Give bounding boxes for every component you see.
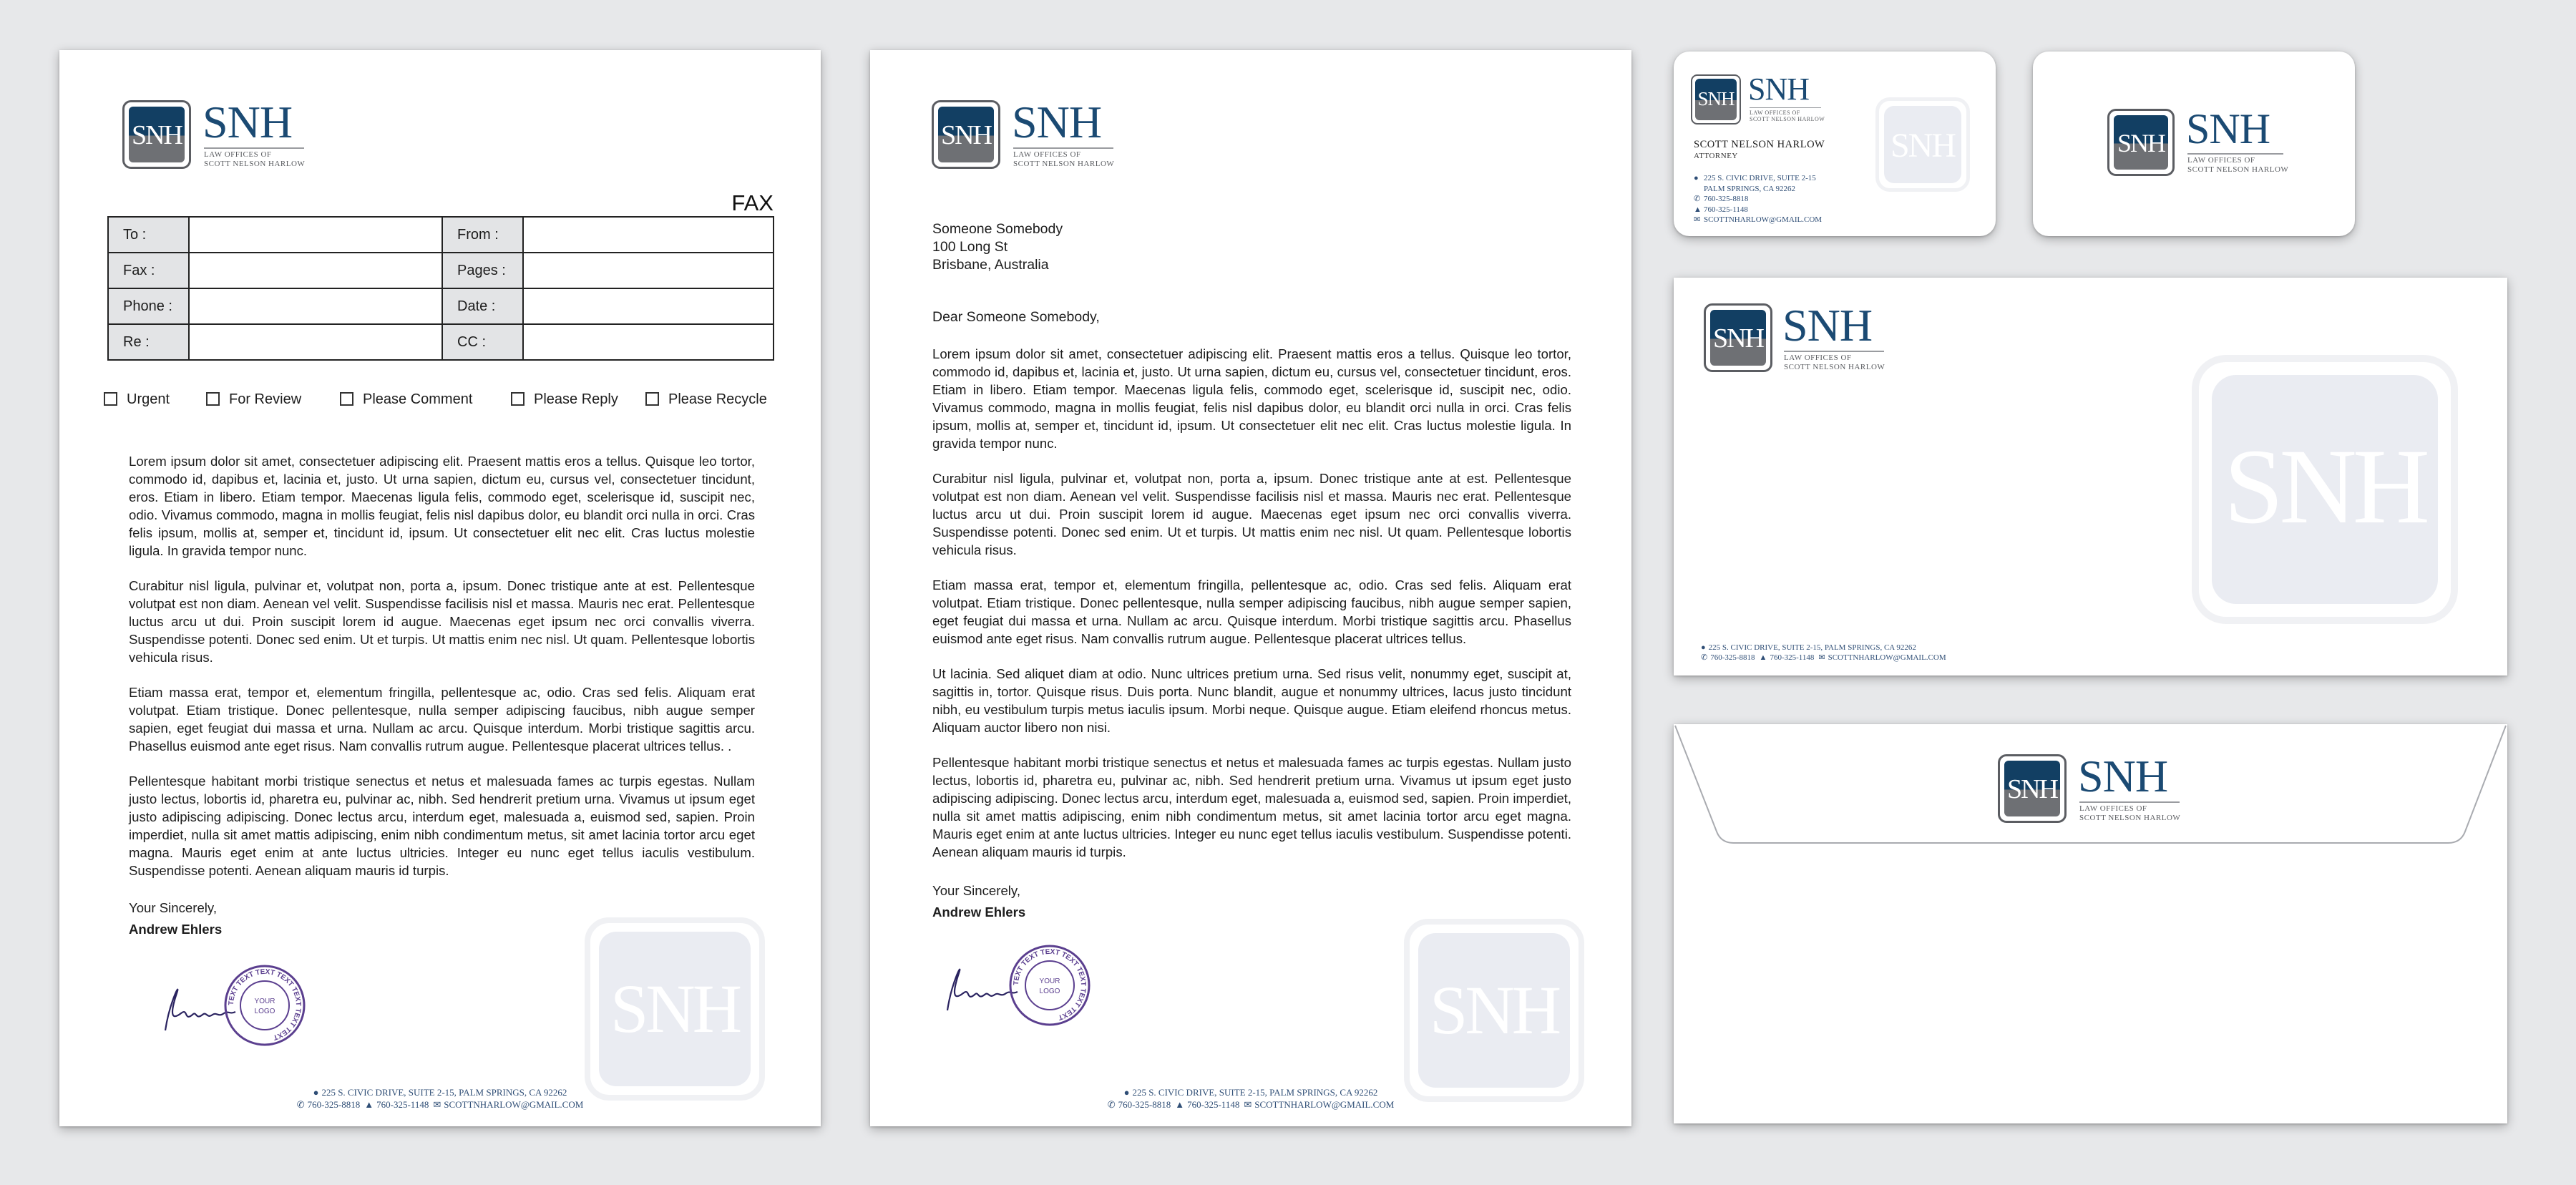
phone-icon: ✆ <box>1701 653 1708 662</box>
logo-wordmark: SNH <box>1748 72 1810 107</box>
checkbox-urgent[interactable] <box>104 391 170 408</box>
svg-text:YOUR: YOUR <box>254 998 275 1005</box>
fax-label-re: Re : <box>108 324 189 360</box>
watermark-text: SNH <box>1429 972 1559 1048</box>
fax-checkbox-row <box>104 391 791 413</box>
checkbox-label: Urgent <box>127 391 170 407</box>
watermark-logo <box>1404 919 1584 1102</box>
fax-signoff <box>129 897 222 940</box>
footer-fax: 760-325-1148 <box>376 1099 429 1110</box>
card-address-2: PALM SPRINGS, CA 92262 <box>1704 184 1795 193</box>
envelope-front <box>1674 278 2507 676</box>
logo-emblem <box>1998 754 2067 823</box>
location-icon: ● <box>1701 643 1706 652</box>
fax-cc-field[interactable] <box>523 324 774 360</box>
salutation: Dear Someone Somebody, <box>932 309 1100 325</box>
envelope-fax: 760-325-1148 <box>1770 653 1815 662</box>
business-card-front <box>1674 52 1996 236</box>
fax-paragraph: Pellentesque habitant morbi tristique senectus et netus et malesuada fames ac turpis egestas. Nullam justo lectus, lobortis id, pharetra eu, pulvinar ac, nibh. Sed hendrerit pretium urna. Vivamus ut ipsum eget justo adipiscing adipiscing. Donec lectus arcu, interdum eget, malesuada a, euismod sed, sapien. Proin imperdiet, nulla sit amet mattis adipiscing, enim nibh condimentum metus, sit amet lacinia tortor arcu eget magna. Mauris eget enim at ante luctus ultricies. Integer eu nunc eget tellus iaculis vestibulum. Suspendisse potenti. Aenean aliquam mauris id turpis. <box>129 774 755 878</box>
fax-re-field[interactable] <box>189 324 442 360</box>
logo-wordmark: SNH <box>1782 300 1873 351</box>
logo-subtitle-1: LAW OFFICES OF <box>1750 109 1800 116</box>
fax-icon: ▲ <box>364 1099 374 1110</box>
fax-footer-contact <box>59 1086 821 1111</box>
fax-pages-field[interactable] <box>523 253 774 288</box>
letter-paragraph: Etiam massa erat, tempor et, elementum fringilla, pellentesque ac, odio. Cras sed felis. Aliquam erat volutpat. Etiam tristique. Donec pellentesque, nulla semper adipiscing faucibus, nibh augue semper sapien, eget feugiat dui massa et urna. Nullam ac arcu. Quisque interdum. Morbi tristique sagittis arcu. Phasellus euismod ante eget risus. Nam convallis rutrum augue. Pellentesque placerat ultrices tellus. <box>932 577 1571 646</box>
closing-text: Your Sincerely, <box>932 883 1020 898</box>
fax-paragraph: Lorem ipsum dolor sit amet, consectetuer adipiscing elit. Praesent mattis eros a tellus. Quisque leo tortor, commodo id, dapibus et, lacinia et, justo. Ut urna sapien, dictum eu, cursus vel, consectetuer tincidunt, eros. Etiam in libero. Etiam tempor. Maecenas ligula felis, commodo eget, scelerisque id, suscipit nec, odio. Vivamus commodo, magna in mollis feugiat, felis nisl dapibus dolor, eu blandit orci nulla in orci. Cras felis ipsum, mollis at, semper et, tincidunt id, ipsum. Ut consectetuer elit nec elit. Cras luctus molestie ligula. In gravida tempor nunc. <box>129 454 755 558</box>
company-stamp <box>1008 943 1092 1028</box>
fax-icon: ▲ <box>1694 205 1702 214</box>
logo-wordmark: SNH <box>203 97 293 147</box>
checkbox-label: Please Reply <box>534 391 618 407</box>
checkbox-please-recycle[interactable] <box>645 391 767 408</box>
fax-sheet <box>59 50 821 1126</box>
envelope-back <box>1674 724 2507 1123</box>
logo-emblem <box>932 100 1000 169</box>
fax-label-fax: Fax : <box>108 253 189 288</box>
logo-subtitle-2: SCOTT NELSON HARLOW <box>204 160 306 168</box>
email-icon: ✉ <box>1818 653 1825 662</box>
checkbox-box[interactable] <box>104 392 117 406</box>
company-stamp <box>223 963 307 1048</box>
phone-icon: ✆ <box>1694 195 1701 203</box>
envelope-phone: 760-325-8818 <box>1710 653 1755 662</box>
fax-body <box>129 452 755 897</box>
fax-title: FAX <box>731 190 774 215</box>
email-icon: ✉ <box>433 1099 441 1110</box>
fax-icon: ▲ <box>1759 653 1767 662</box>
card-phone: 760-325-8818 <box>1704 195 1749 203</box>
letter-footer-contact <box>870 1086 1631 1111</box>
logo-subtitle-2: SCOTT NELSON HARLOW <box>1750 116 1825 122</box>
logo-wordmark: SNH <box>2078 751 2168 801</box>
logo-rule <box>2079 801 2180 803</box>
footer-address: 225 S. CIVIC DRIVE, SUITE 2-15, PALM SPRINGS, CA 92262 <box>1132 1087 1378 1098</box>
fax-label-from: From : <box>442 217 523 253</box>
email-icon: ✉ <box>1244 1099 1252 1110</box>
footer-email: SCOTTNHARLOW@GMAIL.COM <box>1254 1099 1395 1110</box>
fax-from-field[interactable] <box>523 217 774 253</box>
watermark-text: SNH <box>1890 127 1956 165</box>
letter-body <box>932 345 1571 878</box>
watermark-logo <box>1875 97 1970 192</box>
phone-icon: ✆ <box>296 1099 305 1110</box>
logo-subtitle-1: LAW OFFICES OF <box>1784 353 1852 362</box>
logo-emblem <box>122 100 191 169</box>
logo-subtitle-2: SCOTT NELSON HARLOW <box>2187 165 2289 174</box>
recipient-address <box>932 220 1063 274</box>
logo-emblem <box>1704 303 1772 372</box>
footer-address: 225 S. CIVIC DRIVE, SUITE 2-15, PALM SPRINGS, CA 92262 <box>321 1087 567 1098</box>
location-icon: ● <box>313 1087 319 1098</box>
card-person-name: SCOTT NELSON HARLOW <box>1694 139 1825 150</box>
checkbox-please-comment[interactable] <box>340 391 472 408</box>
logo-rule <box>1750 107 1821 108</box>
svg-text:YOUR: YOUR <box>1039 977 1060 985</box>
logo-rule <box>1784 351 1884 352</box>
logo-emblem-text: SNH <box>2006 774 2058 804</box>
watermark-text: SNH <box>610 970 740 1047</box>
watermark-logo <box>2192 355 2458 624</box>
letter-signoff <box>932 880 1025 923</box>
fax-fax-field[interactable] <box>189 253 442 288</box>
logo-rule <box>204 147 304 149</box>
logo-wordmark: SNH <box>1012 97 1102 147</box>
logo-subtitle-2: SCOTT NELSON HARLOW <box>1784 363 1885 371</box>
fax-paragraph: Curabitur nisl ligula, pulvinar et, volutpat non, porta a, ipsum. Donec tristique ante at est. Pellentesque volutpat est non diam. Aenean vel velit. Suspendisse facilisis nisl et massa. Mauris nec erat. Pellentesque luctus arcu ut dui. Proin suscipit lorem id augue. Maecenas eget ipsum nec orci convallis viverra. Suspendisse potenti. Donec sed enim. Ut et turpis. Ut mattis enim nec nisl. Ut quam. Pellentesque lobortis vehicula risus. <box>129 578 755 665</box>
fax-label-phone: Phone : <box>108 288 189 324</box>
fax-label-pages: Pages : <box>442 253 523 288</box>
checkbox-box[interactable] <box>206 392 220 406</box>
logo-emblem-text: SNH <box>1712 323 1764 353</box>
closing-text: Your Sincerely, <box>129 900 217 915</box>
card-person-title: ATTORNEY <box>1694 152 1738 160</box>
recipient-street: 100 Long St <box>932 239 1008 255</box>
fax-to-field[interactable] <box>189 217 442 253</box>
signer-name: Andrew Ehlers <box>129 922 223 937</box>
envelope-address: 225 S. CIVIC DRIVE, SUITE 2-15, PALM SPRINGS, CA 92262 <box>1708 643 1916 652</box>
recipient-city: Brisbane, Australia <box>932 257 1049 273</box>
checkbox-label: Please Recycle <box>668 391 767 407</box>
logo-subtitle-1: LAW OFFICES OF <box>2187 156 2255 165</box>
logo-emblem-text: SNH <box>940 120 992 150</box>
logo-subtitle-1: LAW OFFICES OF <box>2079 804 2147 813</box>
envelope-contact <box>1701 643 1946 663</box>
fax-label-cc: CC : <box>442 324 523 360</box>
logo-emblem-text: SNH <box>1697 88 1735 109</box>
svg-text:LOGO: LOGO <box>1039 987 1060 995</box>
letterhead-sheet <box>870 50 1631 1126</box>
letter-paragraph: Lorem ipsum dolor sit amet, consectetuer adipiscing elit. Praesent mattis eros a tellus. Quisque leo tortor, commodo id, dapibus et, lacinia et, justo. Ut urna sapien, dictum eu, cursus vel, consectetuer tincidunt, eros. Etiam in libero. Etiam tempor. Maecenas ligula felis, commodo eget, scelerisque id, suscipit nec, odio. Vivamus commodo, magna in mollis feugiat, felis nisl dapibus dolor, eu blandit orci nulla in orci. Cras felis ipsum, mollis at, semper et, tincidunt id, ipsum. Ut consectetuer elit nec elit. Cras luctus molestie ligula. In gravida tempor nunc. <box>932 346 1571 451</box>
footer-phone: 760-325-8818 <box>1118 1099 1171 1110</box>
logo-subtitle-2: SCOTT NELSON HARLOW <box>2079 814 2181 822</box>
letter-paragraph: Ut lacinia. Sed aliquet diam at odio. Nunc ultrices pretium urna. Sed risus velit, nonummy eget, suscipit at, sagittis in, tortor. Quisque risus. Duis porta. Nunc blandit, augue et nonummy ultrices, lacus justo tincidunt nibh, eu vestibulum turpis metus iaculis ipsum. Morbi neque. Quisque augue. Etiam eleifend rhoncus metus. Aliquam auctor libero non nisi. <box>932 666 1571 735</box>
card-fax: 760-325-1148 <box>1704 205 1748 214</box>
footer-fax: 760-325-1148 <box>1187 1099 1240 1110</box>
checkbox-box[interactable] <box>511 392 525 406</box>
logo-rule <box>2187 153 2283 155</box>
location-icon: ● <box>1123 1087 1130 1098</box>
logo-emblem <box>1691 74 1741 125</box>
fax-date-field[interactable] <box>523 288 774 324</box>
letter-paragraph: Curabitur nisl ligula, pulvinar et, volutpat non, porta a, ipsum. Donec tristique ante at est. Pellentesque volutpat est non diam. Aenean vel velit. Suspendisse facilisis nisl et massa. Mauris nec erat. Pellentesque luctus arcu ut dui. Proin suscipit lorem id augue. Maecenas eget ipsum nec orci convallis viverra. Suspendisse potenti. Donec sed enim. Ut et turpis. Ut mattis enim nec nisl. Ut quam. Pellentesque lobortis vehicula risus. <box>932 471 1571 557</box>
fax-icon: ▲ <box>1175 1099 1185 1110</box>
fax-phone-field[interactable] <box>189 288 442 324</box>
svg-text:LOGO: LOGO <box>254 1008 275 1015</box>
svg-text:TEXT TEXT TEXT TEXT TEXT TEXT: TEXT TEXT TEXT TEXT TEXT TEXT TEXT <box>227 967 303 1042</box>
checkbox-box[interactable] <box>645 392 659 406</box>
svg-text:TEXT TEXT TEXT TEXT TEXT TEXT: TEXT TEXT TEXT TEXT TEXT TEXT TEXT <box>1012 947 1088 1022</box>
footer-email: SCOTTNHARLOW@GMAIL.COM <box>444 1099 584 1110</box>
location-icon: ● <box>1694 174 1699 182</box>
logo-emblem <box>2107 109 2175 176</box>
email-icon: ✉ <box>1694 215 1701 224</box>
fax-label-to: To : <box>108 217 189 253</box>
watermark-logo <box>585 917 765 1101</box>
checkbox-please-reply[interactable] <box>511 391 618 408</box>
signer-name: Andrew Ehlers <box>932 904 1026 920</box>
checkbox-label: Please Comment <box>363 391 473 407</box>
recipient-name: Someone Somebody <box>932 221 1063 237</box>
fax-paragraph: Etiam massa erat, tempor et, elementum fringilla, pellentesque ac, odio. Cras sed felis. Aliquam erat volutpat. Etiam tristique. Donec pellentesque, nulla semper adipiscing faucibus, nibh augue semper sapien, eget feugiat dui massa et urna. Nullam ac arcu. Quisque interdum. Morbi tristique sagittis arcu. Phasellus euismod ante eget risus. Nam convallis rutrum augue. Pellentesque placerat ultrices tellus. . <box>129 685 755 754</box>
watermark-text: SNH <box>2223 427 2426 546</box>
logo-subtitle-1: LAW OFFICES OF <box>204 150 272 159</box>
logo-subtitle-1: LAW OFFICES OF <box>1013 150 1081 159</box>
card-address-1: 225 S. CIVIC DRIVE, SUITE 2-15 <box>1704 174 1816 182</box>
card-email: SCOTTNHARLOW@GMAIL.COM <box>1704 215 1823 224</box>
business-card-back <box>2033 52 2355 236</box>
logo-wordmark: SNH <box>2186 105 2270 152</box>
fax-header-table <box>107 216 774 361</box>
logo-subtitle-2: SCOTT NELSON HARLOW <box>1013 160 1115 168</box>
logo-emblem-text: SNH <box>131 120 182 150</box>
card-contact-lines <box>1694 173 1822 225</box>
logo-emblem-text: SNH <box>2117 129 2165 157</box>
fax-label-date: Date : <box>442 288 523 324</box>
checkbox-label: For Review <box>229 391 302 407</box>
logo-rule <box>1013 147 1113 149</box>
envelope-email: SCOTTNHARLOW@GMAIL.COM <box>1828 653 1946 662</box>
footer-phone: 760-325-8818 <box>307 1099 361 1110</box>
checkbox-for-review[interactable] <box>206 391 301 408</box>
checkbox-box[interactable] <box>340 392 353 406</box>
letter-paragraph: Pellentesque habitant morbi tristique senectus et netus et malesuada fames ac turpis egestas. Nullam justo lectus, lobortis id, pharetra eu, pulvinar ac, nibh. Sed hendrerit pretium urna. Vivamus ut ipsum eget justo adipiscing adipiscing. Donec lectus arcu, interdum eget, malesuada a, euismod sed, sapien. Proin imperdiet, nulla sit amet mattis adipiscing, enim nibh condimentum metus, sit amet lacinia tortor arcu eget magna. Mauris eget enim at ante luctus ultricies. Integer eu nunc eget tellus iaculis vestibulum. Suspendisse potenti. Aenean aliquam mauris id turpis. <box>932 755 1571 859</box>
phone-icon: ✆ <box>1107 1099 1116 1110</box>
